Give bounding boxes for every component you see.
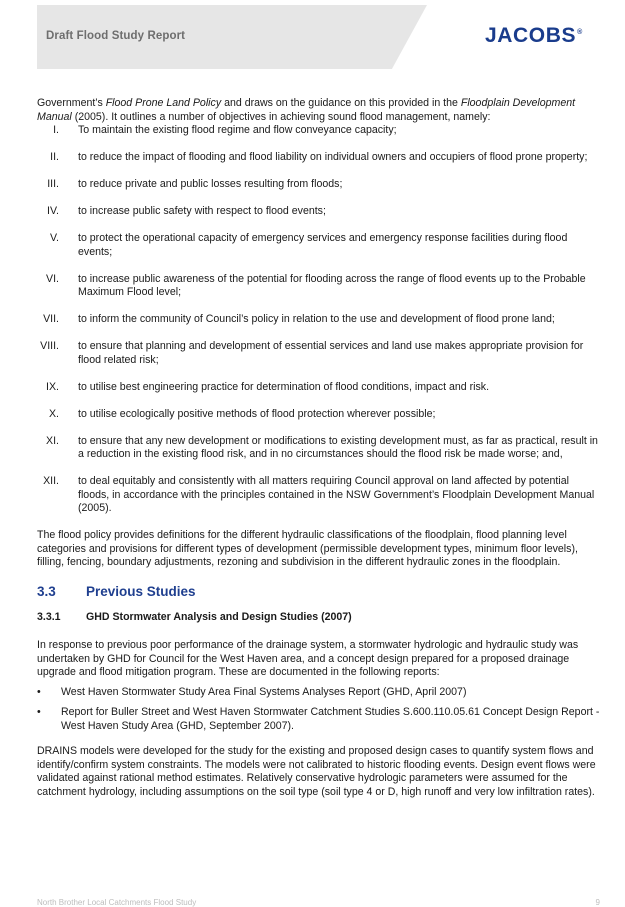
report-item xyxy=(37,706,600,733)
manual-name: Floodplain Development Manual xyxy=(37,97,576,123)
objective-number: X. xyxy=(48,407,59,420)
subsection-title: GHD Stormwater Analysis and Design Studies (2007) xyxy=(86,610,352,623)
objective-text: to protect the operational capacity of emergency services and emergency response facilities during flood events; xyxy=(78,232,568,258)
footer-title: North Brother Local Catchments Flood Study xyxy=(37,898,197,907)
objective-number: XI. xyxy=(46,434,59,447)
bullet-icon: • xyxy=(37,706,41,718)
objective-item xyxy=(37,124,600,138)
logo-text: JACOBS xyxy=(485,24,577,47)
objective-item xyxy=(37,381,600,395)
objective-number: VIII. xyxy=(40,340,59,352)
subsection-number: 3.3.1 xyxy=(37,610,61,623)
intro-text: and draws on the guidance on this provided in the xyxy=(221,97,461,109)
objective-text: to deal equitably and consistently with all matters requiring Council approval on land affected by potential floods, in accordance with the principles contained in the NSW Government’s Floodplain Development Manual (2005). xyxy=(78,475,595,514)
objective-item xyxy=(37,273,600,300)
objective-item xyxy=(37,435,600,462)
objective-text: to utilise best engineering practice for determination of flood conditions, impact and risk. xyxy=(78,380,490,393)
registered-mark: ® xyxy=(577,29,583,36)
intro-text: (2005). It outlines a number of objectives in achieving sound flood management, namely: xyxy=(71,110,491,123)
objective-number: IV. xyxy=(47,205,59,217)
report-item xyxy=(37,686,600,700)
bullet-icon: • xyxy=(37,685,41,698)
objective-item xyxy=(37,475,600,516)
jacobs-logo xyxy=(485,24,583,48)
objective-number: XII. xyxy=(43,475,59,487)
objective-text: to increase public awareness of the potential for flooding across the range of flood events up to the Probable Maximum Flood level; xyxy=(78,272,586,298)
objectives-list xyxy=(37,124,600,516)
reports-list xyxy=(37,686,600,734)
ghd-paragraph: In response to previous poor performance of the drainage system, a stormwater hydrologic and hydraulic study was undertaken by GHD for Council for the West Haven area, and a concept design prepared for a proposed drainage upgrade and flood mitigation program. These are documented in the following reports: xyxy=(37,639,579,678)
report-title: Draft Flood Study Report xyxy=(46,30,186,42)
objective-number: V. xyxy=(49,232,59,244)
objective-number: I. xyxy=(53,124,59,136)
drains-paragraph: DRAINS models were developed for the study for the existing and proposed design cases to quantify system flows and identify/confirm system constraints. The models were not calibrated to historic flooding events. Design event flows were validated against rational method estimates. Relatively conservative hydrologic parameters were assumed for the catchment hydrology, including assumptions on the soil type (soil type 4 or D, high runoff and very low infiltration rates). xyxy=(37,745,596,798)
objective-item xyxy=(37,340,600,367)
objective-text: To maintain the existing flood regime and flow conveyance capacity; xyxy=(78,124,397,136)
section-number: 3.3 xyxy=(37,583,56,599)
objective-item xyxy=(37,313,600,327)
objective-text: to increase public safety with respect to flood events; xyxy=(78,205,326,217)
policy-name: Flood Prone Land Policy xyxy=(105,97,222,109)
objective-number: IX. xyxy=(46,380,59,393)
objective-item xyxy=(37,178,600,192)
objective-item xyxy=(37,232,600,259)
objective-item xyxy=(37,151,600,165)
report-text: Report for Buller Street and West Haven Stormwater Catchment Studies S.600.110.05.61 Concept Design Report - West Haven Study Area (GHD, September 2007). xyxy=(61,706,600,732)
policy-paragraph: The flood policy provides definitions for the different hydraulic classifications of the floodplain, flood planning level categories and provisions for different types of development (permissible development types, minimum floor levels), filling, fencing, boundary adjustments, rezoning and subdivision in the different hydraulic zones in the floodplain. xyxy=(37,529,578,568)
objective-text: to reduce private and public losses resulting from floods; xyxy=(78,178,343,190)
intro-text: Government’s xyxy=(37,97,106,109)
objective-number: II. xyxy=(50,151,59,163)
objective-number: III. xyxy=(47,178,59,190)
objective-text: to ensure that any new development or modifications to existing development must, as far as practical, result in a reduction in the existing flood risk, and in no circumstances should the flood risk be made worse; and, xyxy=(78,434,598,460)
report-text: West Haven Stormwater Study Area Final Systems Analyses Report (GHD, April 2007) xyxy=(61,685,467,698)
objective-item xyxy=(37,205,600,219)
subsection-heading xyxy=(37,611,600,625)
page-number: 9 xyxy=(595,898,600,907)
objective-number: VII. xyxy=(43,313,59,325)
objective-text: to inform the community of Council’s policy in relation to the use and development of flood prone land; xyxy=(78,313,555,325)
document-body xyxy=(37,97,600,799)
objective-text: to ensure that planning and development of essential services and land use makes appropriate provision for flood related risk; xyxy=(78,340,584,366)
objective-text: to reduce the impact of flooding and flood liability on individual owners and occupiers of flood prone property; xyxy=(78,151,588,163)
objective-item xyxy=(37,408,600,422)
intro-paragraph xyxy=(37,97,600,124)
section-heading xyxy=(37,583,600,601)
objective-text: to utilise ecologically positive methods of flood protection wherever possible; xyxy=(78,407,436,420)
objective-number: VI. xyxy=(46,272,59,285)
section-title: Previous Studies xyxy=(86,583,196,599)
